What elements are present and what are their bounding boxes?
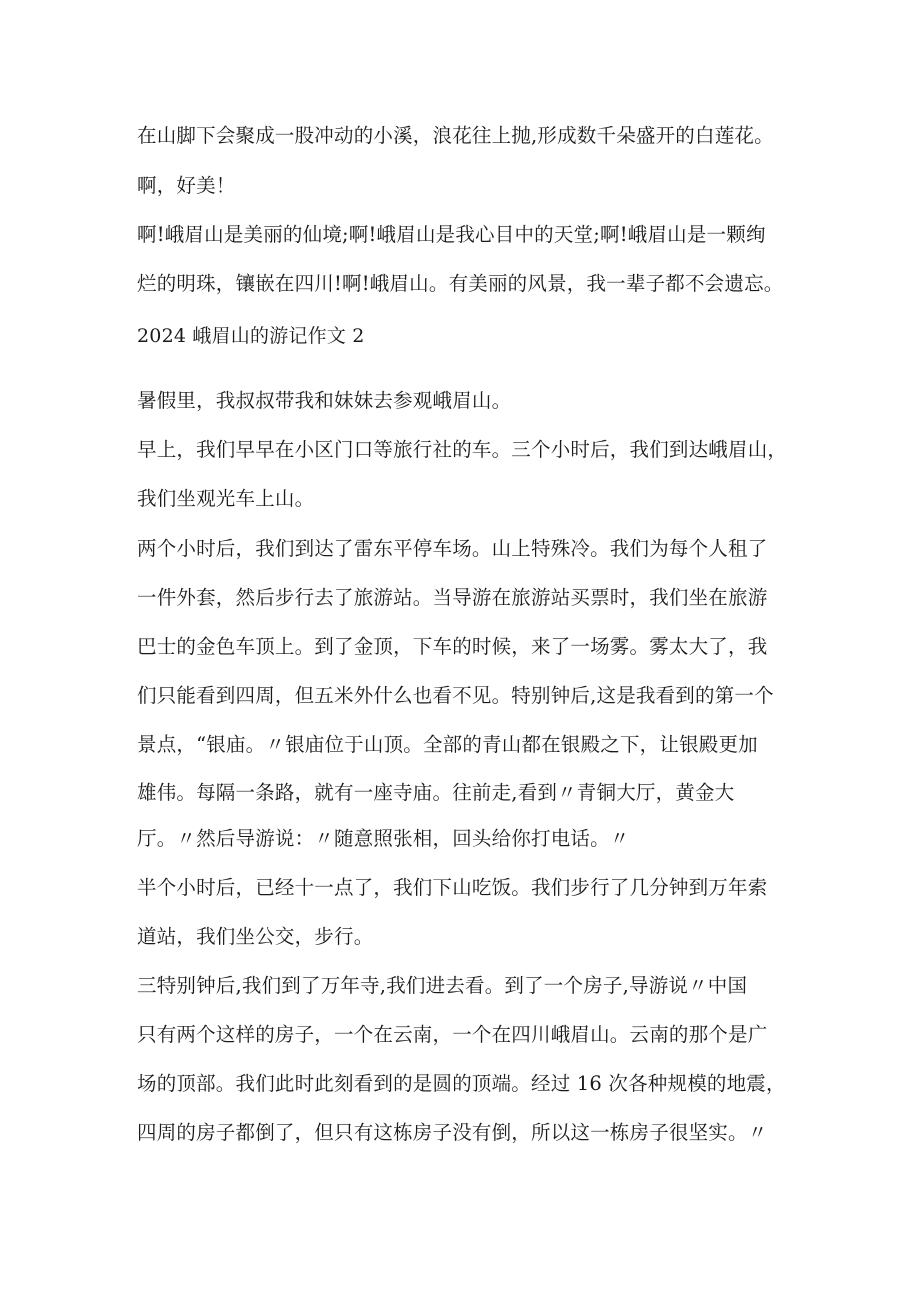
paragraph-line: 我们坐观光车上山。	[137, 487, 315, 510]
paragraph-line: 四周的房子都倒了，但只有这栋房子没有倒，所以这一栋房子很坚实。〃	[137, 1121, 768, 1144]
paragraph-line: 们只能看到四周，但五米外什么也看不见。特别钟后,这是我看到的第一个	[137, 684, 774, 707]
paragraph-line: 道站，我们坐公交，步行。	[137, 925, 374, 948]
paragraph-line: 雄伟。每隔一条路，就有一座寺庙。往前走,看到〃青铜大厅，黄金大	[137, 781, 735, 804]
paragraph-line: 在山脚下会聚成一股冲动的小溪，浪花往上抛,形成数千朵盛开的白莲花。	[137, 124, 774, 147]
paragraph-line: 景点，“银庙。〃银庙位于山顶。全部的青山都在银殿之下，让银殿更加	[137, 733, 758, 756]
paragraph-line: 暑假里，我叔叔带我和妹妹去参观峨眉山。	[137, 389, 512, 412]
paragraph-line: 只有两个这样的房子，一个在云南，一个在四川峨眉山。云南的那个是广	[137, 1023, 768, 1046]
paragraph-line: 三特别钟后,我们到了万年寺,我们进去看。到了一个房子,导游说〃中国	[137, 974, 748, 997]
paragraph-line: 早上，我们早早在小区门口等旅行社的车。三个小时后，我们到达峨眉山，	[137, 438, 788, 461]
paragraph-line: 厅。〃然后导游说：〃随意照张相，回头给你打电话。〃	[137, 827, 630, 850]
paragraph-line: 啊，好美！	[137, 174, 236, 197]
paragraph-line: 烂的明珠，镶嵌在四川!啊!峨眉山。有美丽的风景，我一辈子都不会遗忘。	[137, 272, 784, 295]
paragraph-line: 场的顶部。我们此时此刻看到的是圆的顶端。经过 16 次各种规模的地震，	[137, 1072, 786, 1095]
paragraph-line: 一件外套，然后步行去了旅游站。当导游在旅游站买票时，我们坐在旅游	[137, 586, 768, 609]
paragraph-line: 啊!峨眉山是美丽的仙境;啊!峨眉山是我心目中的天堂;啊!峨眉山是一颗绚	[137, 223, 766, 246]
paragraph-line: 巴士的金色车顶上。到了金顶，下车的时候，来了一场雾。雾太大了，我	[137, 635, 768, 658]
paragraph-line: 半个小时后，已经十一点了，我们下山吃饭。我们步行了几分钟到万年索	[137, 876, 768, 899]
section-heading: 2024 峨眉山的游记作文 2	[137, 325, 365, 347]
paragraph-line: 两个小时后，我们到达了雷东平停车场。山上特殊冷。我们为每个人租了	[137, 537, 768, 560]
